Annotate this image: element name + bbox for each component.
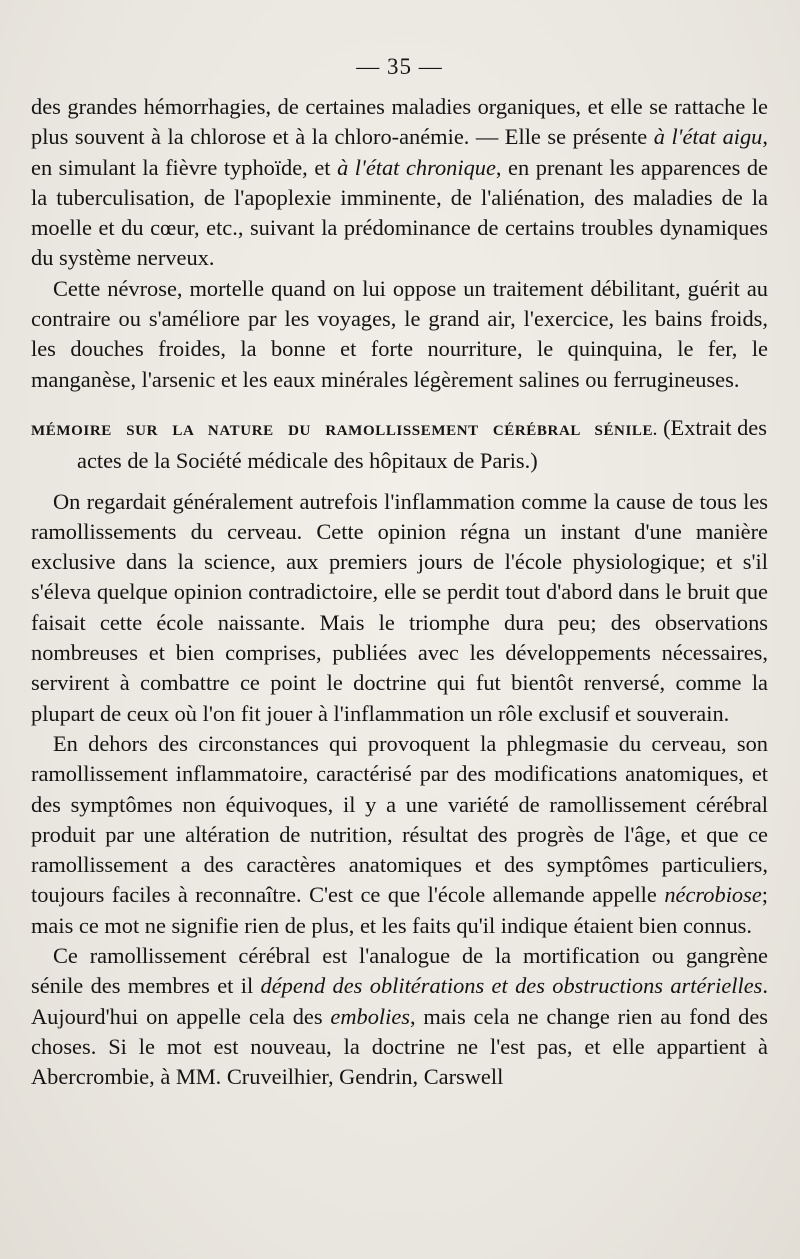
text-block-bottom: [31, 487, 768, 1093]
paragraph-5: [31, 941, 768, 1092]
text-run: des grandes hémorrhagies, de certaines maladies organiques, et elle se rattache le plus souvent à la chlorose et à la chloro-anémie. — Elle se présente: [31, 94, 768, 150]
italic-phrase: à l'état chronique: [337, 154, 496, 180]
text-run: , mais cela ne change rien au fond des choses. Si le mot est nouveau, la doctrine ne l'est pas, et elle appartient à Abercrombie, à MM. Cruveilhier, Gendrin, Carswell: [31, 1003, 768, 1090]
section-heading: [31, 413, 768, 477]
italic-phrase: embolies: [330, 1003, 410, 1029]
text-run: . Aujourd'hui on appelle cela des: [31, 973, 768, 1029]
text-run: , en prenant les apparences de la tuberculisation, de l'apoplexie imminente, de l'aliénation, des maladies de la moelle et du cœur, etc., suivant la prédominance de certains troubles dynamiques du système nerveux.: [31, 154, 768, 271]
text-run: Ce ramollissement cérébral est l'analogue de la mortification ou gangrène sénile des membres et il: [31, 943, 768, 999]
paragraph-2: [31, 274, 768, 395]
section-heading-rest: (Extrait des actes de la Société médicale des hôpitaux de Paris.): [77, 414, 767, 474]
paragraph-3: [31, 487, 768, 729]
page-number: — 35 —: [356, 54, 443, 79]
italic-phrase: dépend des oblitérations et des obstructions artérielles: [260, 973, 763, 999]
section-heading-caps: MÉMOIRE SUR LA NATURE DU RAMOLLISSEMENT CÉRÉBRAL SÉNILE.: [31, 422, 658, 439]
text-block-top: [31, 92, 768, 395]
text-run: En dehors des circonstances qui provoquent la phlegmasie du cerveau, son ramollissement inflammatoire, caractérisé par des modifications anatomiques, et des symptômes non équivoques, il y a une variété de ramollissement cérébral produit par une altération de nutrition, résultat des progrès de l'âge, et que ce ramollissement a des caractères anatomiques et des symptômes particuliers, toujours faciles à reconnaître. C'est ce que l'école allemande appelle: [31, 730, 768, 908]
italic-phrase: à l'état aigu: [653, 124, 763, 150]
text-run: ; mais ce mot ne signifie rien de plus, et les faits qu'il indique étaient bien connus.: [31, 882, 768, 938]
text-run: , en simulant la fièvre typhoïde, et: [31, 124, 768, 180]
paragraph-4: [31, 729, 768, 941]
italic-phrase: nécrobiose: [664, 882, 762, 908]
paragraph-1: [31, 92, 768, 274]
text-run: On regardait généralement autrefois l'inflammation comme la cause de tous les ramollissements du cerveau. Cette opinion régna un instant d'une manière exclusive dans la science, aux premiers jours de l'école physiologique; et s'il s'éleva quelque opinion contradictoire, elle se perdit tout d'abord dans le bruit que faisait cette école naissante. Mais le triomphe dura peu; des observations nombreuses et bien comprises, publiées avec les développements nécessaires, servirent à combattre ce point le doctrine qui fut bientôt renversé, comme la plupart de ceux où l'on fit jouer à l'inflammation un rôle exclusif et souverain.: [31, 488, 768, 726]
text-run: Cette névrose, mortelle quand on lui oppose un traitement débilitant, guérit au contraire ou s'améliore par les voyages, le grand air, l'exercice, les bains froids, les douches froides, la bonne et forte nourriture, le quinquina, le fer, le manganèse, l'arsenic et les eaux minérales légèrement salines ou ferrugineuses.: [31, 275, 768, 392]
